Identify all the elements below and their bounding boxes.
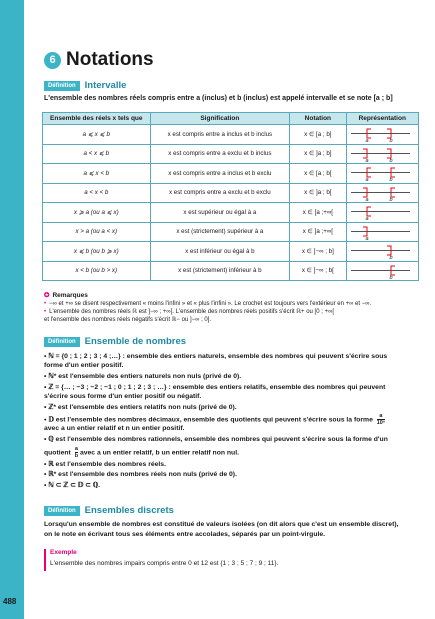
notation-cell: x ∈ ]a ; b[ (290, 183, 346, 203)
representation-cell (346, 164, 418, 184)
meaning-cell: x est compris entre a inclus et b inclus (150, 125, 290, 145)
list-item: • ℝ est l'ensemble des nombres réels. (44, 461, 166, 468)
condition-cell: a ⩽ x < b (43, 164, 151, 184)
list-item: • ℕ ⊂ ℤ ⊂ 𝔻 ⊂ ℚ. (44, 482, 100, 489)
page-sidebar (0, 0, 24, 619)
label-b: b (389, 157, 393, 163)
example-bar (44, 549, 46, 571)
remark-line: et l'ensemble des nombres réels négatifs s'écrit ℝ− ou ]−∞ ; 0]. (44, 317, 212, 323)
table-row (43, 222, 419, 242)
list-item-decimaux: • 𝔻 est l'ensemble des nombres décimaux, ensemble des quotients qui peuvent s'écrire sous la forme $\frac{a}{\text{10ⁿ}}$ (44, 413, 386, 426)
label-b: b (389, 274, 393, 280)
condition-cell: a ⩽ x ⩽ b (43, 125, 151, 145)
remark-line: • L'ensemble des nombres réels ℝ est ]−∞ ; +∞[. L'ensemble des nombres réels positifs s'écrit ℝ+ ou [0 ; +∞[ (44, 309, 335, 315)
notation-cell: x ∈ [a ; b[ (290, 164, 346, 184)
list-item: s'écrire sous forme d'un entier positif ou négatif. (44, 393, 202, 400)
table-row (43, 242, 419, 262)
label-b: b (389, 196, 393, 202)
definition-badge: Définition (44, 81, 80, 91)
table-row (43, 144, 419, 164)
example-title: Exemple (50, 549, 77, 556)
table-row (43, 164, 419, 184)
label-a: a (365, 157, 369, 163)
chapter-number: 6 (44, 52, 61, 69)
condition-cell: x > a (ou a < x) (43, 222, 151, 242)
fraction-a-over-b: $\frac{a}{b}$ (74, 446, 79, 459)
section-title: Ensemble de nombres (84, 336, 187, 347)
interval-table (42, 112, 419, 281)
condition-cell: x < b (ou b > x) (43, 261, 151, 281)
table-row (43, 261, 419, 281)
list-item: • ℝ* est l'ensemble des nombres réels non nuls (privé de 0). (44, 471, 237, 478)
discrets-definition-line: on le note en écrivant tous ses éléments entre accolades, séparés par un point-virgule. (44, 531, 326, 538)
section-discrets-header (44, 505, 174, 516)
definition-badge: Définition (44, 337, 80, 347)
representation-cell (346, 183, 418, 203)
number-line-closed (349, 125, 412, 143)
info-icon: ✪ (44, 292, 50, 299)
notation-cell: x ∈ ]−∞ ; b] (290, 242, 346, 262)
condition-cell: x ⩾ a (ou a ⩽ x) (43, 203, 151, 223)
header-signification: Signification (150, 113, 290, 125)
label-a: a (365, 235, 369, 241)
header-ensemble: Ensemble des réels x tels que (43, 113, 151, 125)
meaning-cell: x est compris entre a inclus et b exclu (150, 164, 290, 184)
notation-cell: x ∈ ]a ; b] (290, 144, 346, 164)
list-item: avec a un entier relatif et n un entier positif. (44, 425, 185, 432)
label-a: a (365, 138, 369, 144)
number-line-left-ray-open (349, 262, 412, 280)
bullet-icon: • (44, 309, 47, 315)
header-representation: Représentation (346, 113, 418, 125)
definition-badge: Définition (44, 506, 80, 516)
list-item: • ℤ = {… ; −3 ; −2 ; −1 ; 0 ; 1 ; 2 ; 3 ; …} : ensemble des entiers relatifs, ensemble des nombres qui peuvent (44, 384, 386, 391)
table-row (43, 203, 419, 223)
representation-cell (346, 203, 418, 223)
fraction-a-over-10n: $\frac{a}{\text{10ⁿ}}$ (376, 413, 386, 426)
example-text: L'ensemble des nombres impairs compris entre 0 et 12 est {1 ; 3 ; 5 ; 7 ; 9 ; 11}. (50, 560, 279, 567)
intervalle-definition: L'ensemble des nombres réels compris entre a (inclus) et b (inclus) est appelé intervalle et se note [a ; b] (44, 95, 393, 102)
page-number: 488 (3, 597, 17, 606)
meaning-cell: x est inférieur ou égal à b (150, 242, 290, 262)
label-a: a (365, 216, 369, 222)
section-intervalle-header (44, 80, 126, 91)
meaning-cell: x est compris entre a exclu et b inclus (150, 144, 290, 164)
number-line-left-open (349, 145, 412, 163)
list-item: • ℕ* est l'ensemble des entiers naturels non nuls (privé de 0). (44, 373, 242, 380)
representation-cell (346, 222, 418, 242)
bullet-icon: • (44, 301, 47, 307)
notation-cell: x ∈ ]−∞ ; b[ (290, 261, 346, 281)
representation-cell (346, 261, 418, 281)
number-line-ray-open (349, 223, 412, 241)
list-item: • ℕ = {0 ; 1 ; 2 ; 3 ; 4 ;…} : ensemble des entiers naturels, ensemble des nombres qui peuvent s'écrire sous (44, 353, 388, 360)
chapter-heading (44, 48, 154, 72)
discrets-definition-line: Lorsqu'un ensemble de nombres est constitué de valeurs isolées (on dit alors que c'est un ensemble discret), (44, 521, 399, 528)
notation-cell: x ∈ [a ;+∞[ (290, 203, 346, 223)
meaning-cell: x est supérieur ou égal à a (150, 203, 290, 223)
list-item: • ℤ* est l'ensemble des entiers relatifs non nuls (privé de 0). (44, 404, 237, 411)
condition-cell: x ⩽ b (ou b ⩾ x) (43, 242, 151, 262)
meaning-cell: x est compris entre a exclu et b exclu (150, 183, 290, 203)
notation-cell: x ∈ [a ; b] (290, 125, 346, 145)
header-notation: Notation (290, 113, 346, 125)
condition-cell: a < x ⩽ b (43, 144, 151, 164)
table-row (43, 183, 419, 203)
representation-cell (346, 242, 418, 262)
list-item: • ℚ est l'ensemble des nombres rationnels, ensemble des nombres qui peuvent s'écrire sous la forme d'un (44, 436, 388, 443)
table-header-row (43, 113, 419, 125)
list-item: forme d'un entier positif. (44, 362, 124, 369)
remarks-heading (44, 291, 88, 299)
label-a: a (365, 177, 369, 183)
number-line-left-ray-closed (349, 242, 412, 260)
label-a: a (365, 196, 369, 202)
number-line-open (349, 184, 412, 202)
meaning-cell: x est (strictement) supérieur à a (150, 222, 290, 242)
notation-cell: x ∈ ]a ;+∞[ (290, 222, 346, 242)
label-b: b (389, 177, 393, 183)
section-title: Ensembles discrets (84, 505, 174, 516)
representation-cell (346, 125, 418, 145)
representation-cell (346, 144, 418, 164)
remarks-title: Remarques (52, 291, 88, 299)
condition-cell: a < x < b (43, 183, 151, 203)
number-line-ray-closed (349, 203, 412, 221)
meaning-cell: x est (strictement) inférieur à b (150, 261, 290, 281)
section-ensembles-header (44, 336, 186, 347)
label-b: b (389, 255, 393, 261)
label-b: b (389, 138, 393, 144)
remark-line: • −∞ et +∞ se disent respectivement « moins l'infini » et « plus l'infini ». Le crochet est toujours vers l'extérieur en +∞ et −∞. (44, 301, 372, 307)
chapter-title: Notations (66, 49, 154, 70)
table-row (43, 125, 419, 145)
list-item-quotient: quotient $\frac{a}{b}$ avec a un entier relatif, b un entier relatif non nul. (44, 446, 239, 459)
number-line-right-open (349, 164, 412, 182)
section-title: Intervalle (84, 80, 127, 91)
